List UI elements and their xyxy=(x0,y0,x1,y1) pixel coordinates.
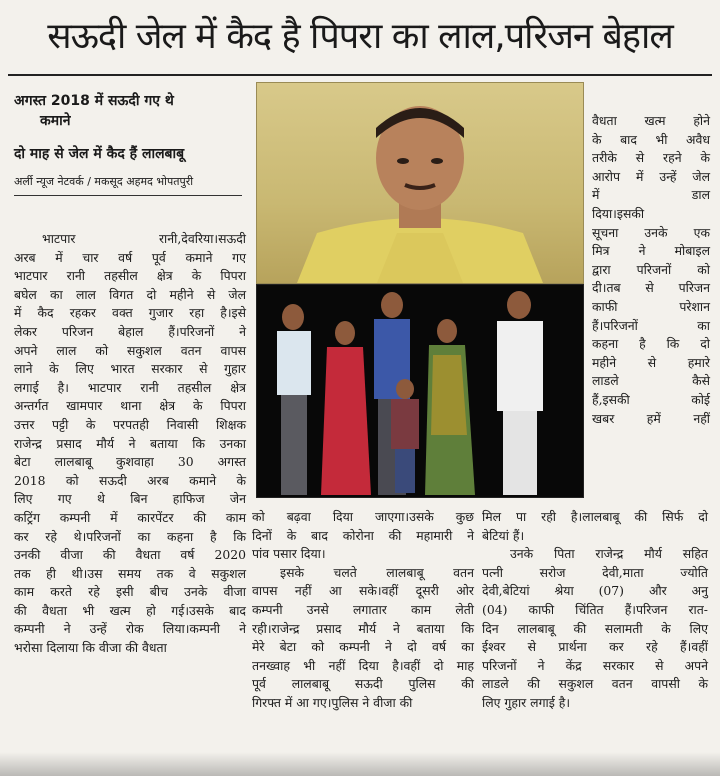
text-line: द्वारा परिजनों को xyxy=(592,261,710,277)
text-line: दिन लालबाबू की सलामती के लिए xyxy=(482,620,708,636)
text-line: लाडले की सकुशल वतन वापसी के xyxy=(482,676,708,692)
text-line: लेकर परिजन बेहाल हैं।परिजनों ने xyxy=(14,323,246,339)
text-line: राजेन्द्र प्रसाद मौर्य ने बताया कि उनका xyxy=(14,435,246,451)
text-line: कट्रिंग कम्पनी में कारपेंटर की काम xyxy=(14,509,246,525)
text-line: 2018 को सऊदी अरब कमाने के xyxy=(14,472,246,488)
text-line: गिरफ्त में आ गए।पुलिस ने वीजा की xyxy=(252,694,413,710)
text-line: लगाई है। भाटपार रानी तहसील क्षेत्र xyxy=(14,379,246,395)
text-line: दिनों के बाद कोरोना की महामारी ने xyxy=(252,527,474,543)
text-line: भरोसा दिलाया कि वीजा की वैधता xyxy=(14,640,167,656)
text-line: में कैद रहकर वक्त गुजार रहा है।इसे xyxy=(14,305,246,321)
text-line: (04) काफी चिंतित हैं।परिजन रात- xyxy=(482,601,708,617)
text-line: कहना है कि दो xyxy=(592,336,710,352)
text-line: काफी परेशान xyxy=(592,298,710,314)
text-line: के बाद भी अवैध xyxy=(592,131,710,147)
text-line: मेरे बेटा को कम्पनी ने दो वर्ष का xyxy=(252,639,474,655)
text-line: मिल पा रही है।लालबाबू की सिर्फ दो xyxy=(482,509,708,524)
family-group-icon xyxy=(257,285,583,497)
subheadline-line-1: अगस्त 2018 में सऊदी गए थे xyxy=(14,93,174,109)
text-line: अरब में चार वर्ष पूर्व कमाने गए xyxy=(14,249,246,265)
text-line: पांव पसार दिया। xyxy=(252,546,326,562)
text-line: तरीके से रहने के xyxy=(592,150,710,166)
text-line: ईश्वर से प्रार्थना कर रहे हैं।वहीं xyxy=(482,639,708,655)
text-line: हैं।परिजनों का xyxy=(592,317,710,333)
text-line: पूर्व लालबाबू सऊदी पुलिस की xyxy=(252,676,474,692)
headline-divider xyxy=(8,74,712,76)
text-line: में डाल xyxy=(592,187,710,203)
text-line: लिए गए थे बिन हाफिज जेन xyxy=(14,491,246,507)
family-photo xyxy=(256,284,584,498)
right-top-column xyxy=(592,112,710,428)
text-line: की वैधता भी खत्म हो गई।उसके बाद xyxy=(14,602,246,618)
text-line: रही।राजेन्द्र प्रसाद मौर्य ने बताया कि xyxy=(252,620,474,636)
text-line: वैधता खत्म होने xyxy=(592,113,710,128)
byline: अर्ली न्यूज नेटवर्क / मकसूद अहमद भोपतपुरी xyxy=(14,175,194,188)
right-bottom-column xyxy=(482,508,708,713)
text-line: अपने लाल को सकुशल वतन वापस xyxy=(14,342,246,358)
text-line: लाडले कैसे xyxy=(592,373,710,389)
text-line: भाटपार रानी तहसील क्षेत्र के पिपरा xyxy=(14,268,246,284)
text-line: सूचना उनके एक xyxy=(592,224,710,240)
text-line: बेटियां हैं। xyxy=(482,527,525,543)
subheadline-line-3: दो माह से जेल में कैद हैं लालबाबू xyxy=(14,146,185,162)
text-line: महीने से हमारे xyxy=(592,354,710,370)
text-line: लिए गुहार लगाई है। xyxy=(482,694,571,710)
text-line: बघेल का लाल विगत दो महीने से जेल xyxy=(14,286,246,302)
footer-shade xyxy=(0,752,720,776)
text-line: भाटपार रानी,देवरिया।सऊदी xyxy=(42,231,246,246)
portrait-photo xyxy=(256,82,584,284)
text-line: पत्नी सरोज देवी,माता ज्योति xyxy=(482,564,708,580)
text-line: उत्तर पट्टी के परपतही निवासी शिक्षक xyxy=(14,416,246,432)
text-line: काम करते रहे इसी बीच उनके वीजा xyxy=(14,584,246,600)
text-line: लाने के लिए भारत सरकार से गुहार xyxy=(14,361,246,377)
text-line: कम्पनी उनसे लगातार काम लेती xyxy=(252,601,474,617)
portrait-figure-icon xyxy=(257,83,583,283)
text-line: परिजनों ने केंद्र सरकार से अपने xyxy=(482,657,708,673)
headline: सऊदी जेल में कैद है पिपरा का लाल,परिजन बेहाल xyxy=(47,16,673,57)
text-line: आरोप में उन्हें जेल xyxy=(592,168,710,184)
left-column xyxy=(14,230,246,658)
text-line: कम्पनी ने उन्हें रोक लिया।कम्पनी ने xyxy=(14,621,246,637)
text-line: खबर हमें नहीं xyxy=(592,410,710,426)
text-line: मित्र ने मोबाइल xyxy=(592,243,710,259)
text-line: दी।तब से परिजन xyxy=(592,280,710,296)
text-line: कर रहे थे।परिजनों का कहना है कि xyxy=(14,528,246,544)
byline-divider xyxy=(14,195,242,196)
text-line: हैं,इसकी कोई xyxy=(592,391,710,407)
text-line: उनके पिता राजेन्द्र मौर्य सहित xyxy=(510,546,708,562)
subheadline-line-2: कमाने xyxy=(40,113,71,129)
middle-column xyxy=(252,508,474,713)
text-line: अन्तर्गत खामपार थाना क्षेत्र के पिपरा xyxy=(14,398,246,414)
text-line: उनकी वीजा की वैधता वर्ष 2020 xyxy=(14,547,246,563)
text-line: तनख्वाह भी नहीं दिया है।वहीं दो माह xyxy=(252,657,474,673)
text-line: तक ही थी।उस समय तक वे सकुशल xyxy=(14,565,246,581)
text-line: दिया।इसकी xyxy=(592,205,645,221)
text-line: वापस नहीं आ सके।वहीं दूसरी ओर xyxy=(252,583,474,599)
text-line: इसके चलते लालबाबू वतन xyxy=(280,564,474,580)
text-line: देवी,बेटियां श्रेया (07) और अनु xyxy=(482,583,708,599)
text-line: को बढ़वा दिया जाएगा।उसके कुछ xyxy=(252,509,474,524)
text-line: बेटा लालबाबू कुशवाहा 30 अगस्त xyxy=(14,454,246,470)
